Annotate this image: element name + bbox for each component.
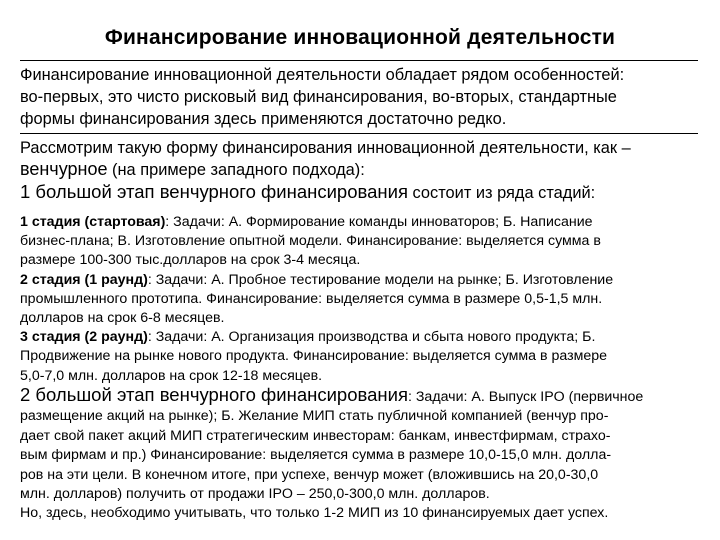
stage-2-line	[20, 271, 700, 290]
stage-1-line: бизнес-плана; В. Изготовление опытной модели. Финансирование: выделяется сумма в	[20, 233, 601, 250]
second-stage-heading: 2 большой этап венчурного финансирования	[20, 384, 408, 405]
title-divider	[20, 60, 698, 61]
second-stage-text: : Задачи: А. Выпуск IPO (первичное	[407, 389, 644, 405]
stage-3-label: 3 стадия (2 раунд)	[20, 329, 148, 346]
intro-line: Финансирование инновационной деятельности обладает рядом особенностей:	[20, 66, 625, 84]
stage-1-text: : Задачи: А. Формирование команды инноваторов; Б. Написание	[165, 214, 593, 230]
conclusion-line: Но, здесь, необходимо учитывать, что только 1-2 МИП из 10 финансируемых дает успех.	[20, 505, 609, 522]
second-stage-line: млн. долларов) получить от продажи IPO – 250,0-300,0 млн. долларов.	[20, 486, 490, 503]
section-divider	[20, 133, 698, 134]
second-stage-heading-line	[20, 385, 700, 407]
page-title: Финансирование инновационной деятельности	[104, 26, 616, 49]
second-stage-line: дает свой пакет акций МИП стратегическим инвесторам: банкам, инвестфирмам, страхо-	[20, 427, 611, 444]
second-stage-line: размещение акций на рынке); Б. Желание МИП стать публичной компанией (венчур про-	[20, 408, 609, 425]
intro-line: формы финансирования здесь применяются достаточно редко.	[20, 110, 507, 128]
venture-term: венчурное	[20, 159, 108, 179]
stage-2-line: промышленного прототипа. Финансирование: выделяется сумма в размере 0,5-1,5 млн.	[20, 290, 603, 307]
stage1-heading-line	[20, 181, 700, 204]
stages-list	[20, 213, 700, 386]
stage-2-text: : Задачи: А. Пробное тестирование модели на рынке; Б. Изготовление	[147, 271, 614, 288]
venture-paragraph	[20, 138, 700, 204]
intro-line: во-первых, это чисто рисковый вид финансирования, во-вторых, стандартные	[20, 88, 617, 106]
intro-paragraph	[20, 64, 700, 130]
second-stage-line: ров на эти цели. В конечном итоге, при успехе, венчур может (вложившись на 20,0-30,0	[20, 466, 599, 483]
second-stage-paragraph	[20, 385, 700, 524]
second-stage-line: вым фирмам и пр.) Финансирование: выделяется сумма в размере 10,0-15,0 млн. долла-	[20, 447, 612, 464]
stage-3-line: Продвижение на рынке нового продукта. Финансирование: выделяется сумма в размере	[20, 348, 607, 365]
stage-3-line	[20, 328, 700, 347]
stage-2-label: 2 стадия (1 раунд)	[20, 271, 148, 288]
venture-term-line	[20, 159, 700, 181]
stage-3-text: : Задачи: А. Организация производства и сбыта нового продукта; Б.	[147, 329, 596, 346]
stage-2-line: долларов на срок 6-8 месяцев.	[20, 310, 225, 327]
stage1-heading: 1 большой этап венчурного финансирования	[20, 181, 408, 202]
stage-1-line: размере 100-300 тыс.долларов на срок 3-4 месяца.	[20, 252, 361, 269]
stage1-heading-tail: состоит из ряда стадий:	[407, 184, 596, 202]
stage-3-line: 5,0-7,0 млн. долларов на срок 12-18 месяцев.	[20, 367, 323, 384]
venture-term-note: (на примере западного подхода):	[107, 161, 365, 179]
venture-line: Рассмотрим такую форму финансирования инновационной деятельности, как –	[20, 139, 631, 157]
stage-1-line	[20, 213, 700, 232]
stage-1-label: 1 стадия (стартовая)	[20, 214, 166, 230]
